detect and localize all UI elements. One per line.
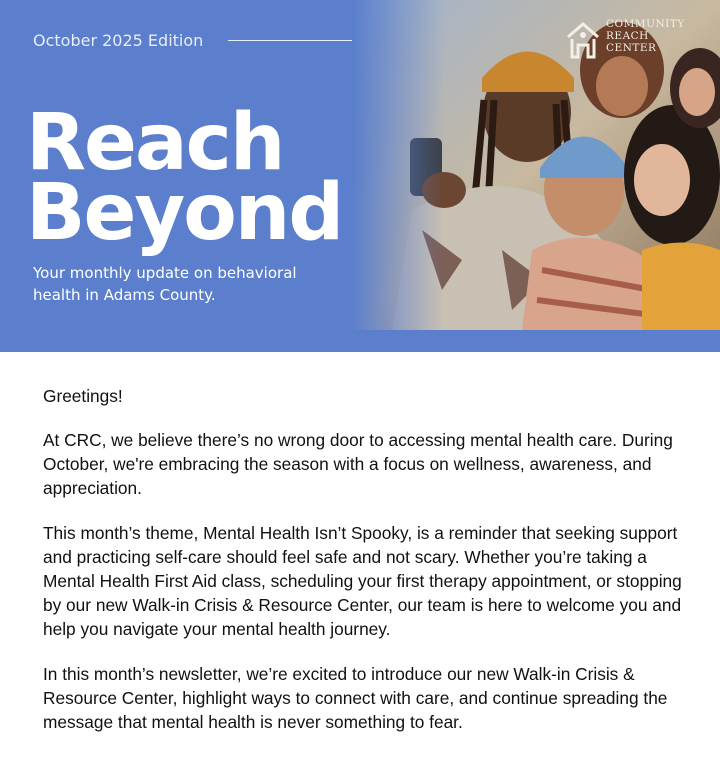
newsletter-banner [0, 0, 720, 352]
house-logo-icon [566, 21, 600, 59]
theme-paragraph: This month’s theme, Mental Health Isn’t Spooky, is a reminder that seeking support and practicing self-care should feel safe and not scary. Whether you’re taking a Mental Health First Aid class, scheduling your first therapy appointment, or stopping by our new Walk-in Crisis & Resource Center, our team is here to welcome you and help you navigate your mental health journey. [43, 523, 682, 639]
title-line-reach: Reach [26, 98, 284, 188]
newsletter-overview-paragraph: In this month’s newsletter, we’re excited to introduce our new Walk-in Crisis & Resource Center, highlight ways to connect with care, and continue spreading the message that mental health is never something to fear. [43, 664, 668, 732]
logo-line-center: CENTER [606, 42, 657, 54]
title-line-beyond: Beyond [26, 168, 343, 258]
newsletter-title [26, 98, 343, 258]
edition-label: October 2025 Edition [33, 31, 204, 50]
community-reach-center-logo [566, 18, 706, 62]
logo-line-reach: REACH [606, 30, 649, 42]
logo-wordmark [606, 18, 685, 54]
logo-line-community: COMMUNITY [606, 18, 685, 30]
intro-paragraph: At CRC, we believe there’s no wrong door to accessing mental health care. During October, we're embracing the season with a focus on wellness, awareness, and appreciation. [43, 430, 673, 498]
greeting: Greetings! [43, 386, 123, 406]
newsletter-body [43, 384, 683, 755]
newsletter-subtitle: Your monthly update on behavioral health in Adams County. [33, 264, 297, 304]
